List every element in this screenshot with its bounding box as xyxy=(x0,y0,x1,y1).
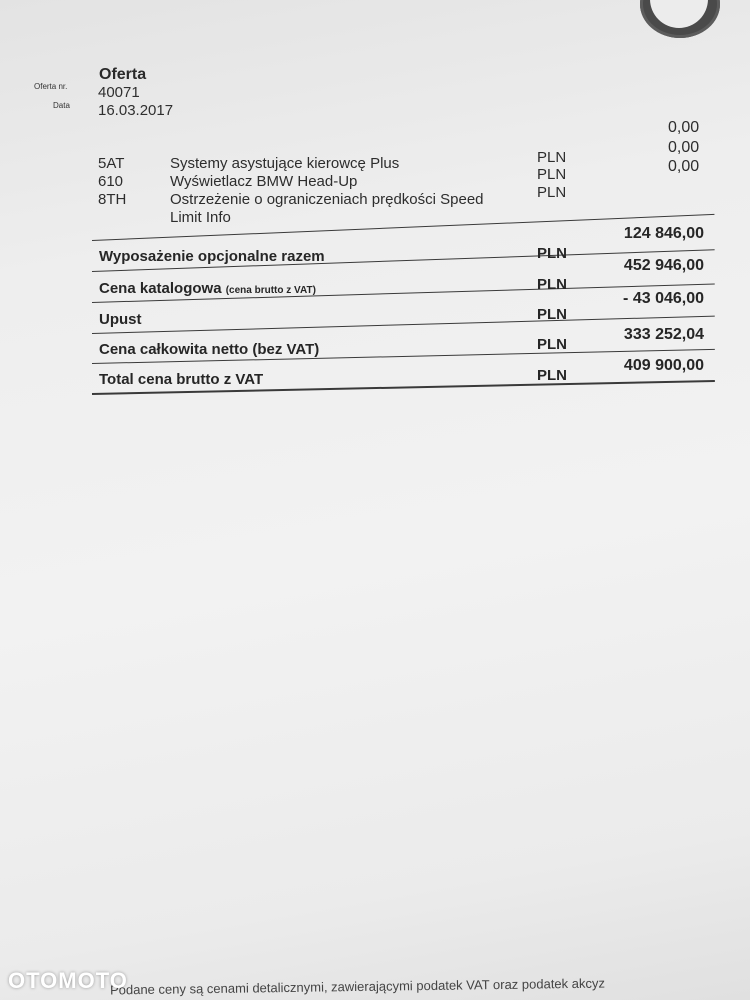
brand-logo xyxy=(640,0,720,38)
item-description: Systemy asystujące kierowcę Plus xyxy=(170,155,400,172)
item-value: 0,00 xyxy=(668,139,700,156)
item-description: Ostrzeżenie o ograniczeniach prędkości Speed Limit Info xyxy=(170,191,484,226)
item-currency: PLN xyxy=(537,149,567,166)
total-row-label: Cena katalogowa (cena brutto z VAT) xyxy=(99,280,316,297)
date-label: Data xyxy=(53,101,70,110)
total-row-label: Total cena brutto z VAT xyxy=(99,371,264,388)
item-currency: PLN xyxy=(537,166,567,183)
total-row-note: (cena brutto z VAT) xyxy=(225,285,316,296)
item-currency: PLN xyxy=(537,184,567,201)
total-row-amount: - 43 046,00 xyxy=(623,290,704,307)
item-code: 610 xyxy=(98,173,124,190)
offer-date: 16.03.2017 xyxy=(98,102,174,119)
item-value: 0,00 xyxy=(668,119,700,136)
total-row-amount: 333 252,04 xyxy=(623,326,704,343)
item-description: Wyświetlacz BMW Head-Up xyxy=(170,173,358,190)
total-row-currency: PLN xyxy=(537,367,567,384)
offer-number: 40071 xyxy=(98,84,140,101)
total-row-amount: 124 846,00 xyxy=(623,225,704,242)
watermark: OTOMOTO xyxy=(8,968,128,993)
total-row-currency: PLN xyxy=(537,336,567,353)
footer-note: Podane ceny są cenami detalicznymi, zawierającymi podatek VAT oraz podatek akcyz xyxy=(109,975,606,998)
offer-number-label: Oferta nr. xyxy=(34,82,68,91)
item-code: 8TH xyxy=(98,191,127,208)
item-value: 0,00 xyxy=(668,158,700,175)
total-row-currency: PLN xyxy=(537,276,567,293)
total-row-currency: PLN xyxy=(537,306,567,323)
total-row-label: Cena całkowita netto (bez VAT) xyxy=(99,341,320,358)
total-row-amount: 409 900,00 xyxy=(623,357,704,374)
total-row-label: Wyposażenie opcjonalne razem xyxy=(99,248,325,265)
total-row-amount: 452 946,00 xyxy=(623,257,704,274)
total-row-currency: PLN xyxy=(537,245,567,262)
item-code: 5AT xyxy=(98,155,125,172)
total-row-label: Upust xyxy=(99,311,142,328)
document-title: Oferta xyxy=(99,66,147,83)
